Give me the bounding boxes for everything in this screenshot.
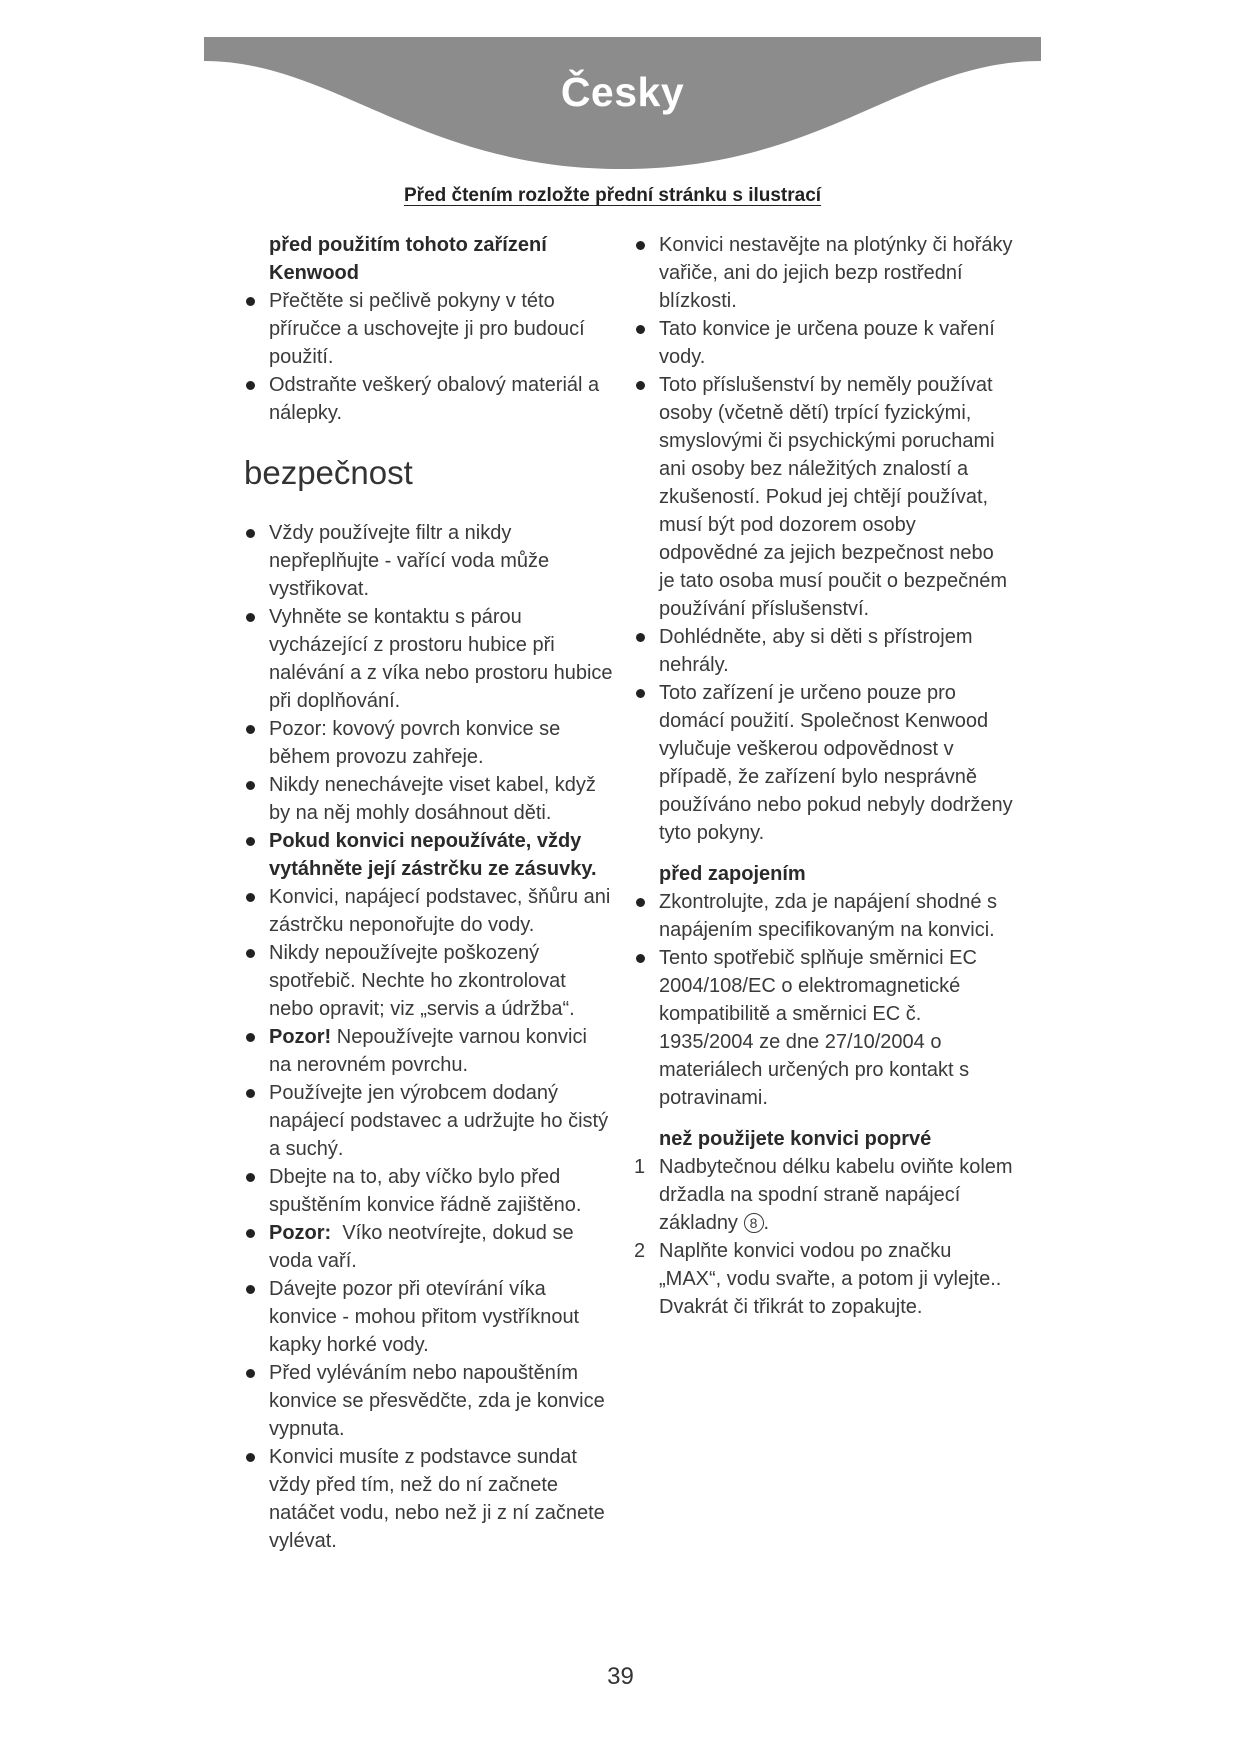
bullet-icon (246, 529, 255, 538)
bullet-icon (246, 297, 255, 306)
safety-list-continued (634, 231, 1014, 847)
list-item: 1 Nadbytečnou délku kabelu oviňte kolem držadla na spodní straně napájecí základny 8 . (634, 1153, 1014, 1237)
bullet-icon (636, 954, 645, 963)
instruction-subtitle: Před čtením rozložte přední stránku s ilustrací (404, 185, 822, 206)
list-item: Tento spotřebič splňuje směrnici EC 2004/108/EC o elektromagnetické kompatibilitě a směrnici EC č. 1935/2004 ze dne 27/10/2004 o materiálech určených pro kontakt s potravinami. (634, 944, 1014, 1112)
intro-heading: před použitím tohoto zařízení Kenwood (269, 234, 547, 284)
bullet-icon (246, 1229, 255, 1238)
list-item: Nikdy nenechávejte viset kabel, když by na něj mohly dosáhnout děti. (244, 771, 614, 827)
list-item: Dbejte na to, aby víčko bylo před spuštěním konvice řádně zajištěno. (244, 1163, 614, 1219)
list-item: 2 Naplňte konvici vodou po značku „MAX“, vodu svařte, a potom ji vylejte.. Dvakrát či třikrát to zopakujte. (634, 1237, 1014, 1321)
bullet-icon (246, 949, 255, 958)
right-column (634, 231, 1014, 1321)
list-item: Před vyléváním nebo napouštěním konvice se přesvědčte, zda je konvice vypnuta. (244, 1359, 614, 1443)
warning-label: Pozor! (269, 1026, 332, 1048)
bullet-icon (246, 1173, 255, 1182)
bullet-icon (246, 781, 255, 790)
bullet-icon (246, 613, 255, 622)
list-item: Přečtěte si pečlivě pokyny v této příručce a uschovejte ji pro budoucí použití. (244, 287, 614, 371)
list-item: Pokud konvici nepoužíváte, vždy vytáhněte její zástrčku ze zásuvky. (244, 827, 614, 883)
list-item: Konvici musíte z podstavce sundat vždy před tím, než do ní začnete natáčet vodu, nebo než ji z ní začnete vylévat. (244, 1443, 614, 1555)
bullet-icon (246, 837, 255, 846)
list-item: Pozor! Nepoužívejte varnou konvici na nerovném povrchu. (244, 1023, 614, 1079)
list-item: Konvici, napájecí podstavec, šňůru ani zástrčku neponořujte do vody. (244, 883, 614, 939)
first-use-heading: než použijete konvici poprvé (659, 1128, 932, 1150)
list-item: Odstraňte veškerý obalový materiál a nálepky. (244, 371, 614, 427)
list-item: Zkontrolujte, zda je napájení shodné s napájením specifikovaným na konvici. (634, 888, 1014, 944)
left-column (244, 231, 614, 1555)
intro-list (244, 287, 614, 427)
bullet-icon (246, 1453, 255, 1462)
list-item: Pozor: Víko neotvírejte, dokud se voda vaří. (244, 1219, 614, 1275)
section-title-safety: bezpečnost (244, 454, 413, 491)
bullet-icon (246, 725, 255, 734)
bullet-icon (246, 1285, 255, 1294)
header-banner (204, 37, 1041, 177)
figure-reference: 8 (744, 1213, 764, 1233)
bullet-icon (636, 898, 645, 907)
step-number: 2 (634, 1240, 646, 1262)
page-title: Česky (560, 69, 685, 115)
connect-heading: před zapojením (659, 863, 806, 885)
list-item: Dohlédněte, aby si děti s přístrojem nehrály. (634, 623, 1014, 679)
bullet-icon (246, 1089, 255, 1098)
bullet-icon (636, 633, 645, 642)
list-item: Používejte jen výrobcem dodaný napájecí podstavec a udržujte ho čistý a suchý. (244, 1079, 614, 1163)
first-use-steps (634, 1153, 1014, 1321)
bullet-icon (246, 1369, 255, 1378)
list-item: Nikdy nepoužívejte poškozený spotřebič. Nechte ho zkontrolovat nebo opravit; viz „servis a údržba“. (244, 939, 614, 1023)
connect-list (634, 888, 1014, 1112)
list-item: Tato konvice je určena pouze k vaření vody. (634, 315, 1014, 371)
bullet-icon (636, 241, 645, 250)
list-item: Pozor: kovový povrch konvice se během provozu zahřeje. (244, 715, 614, 771)
page-number: 39 (607, 1663, 634, 1690)
list-item: Toto zařízení je určeno pouze pro domácí použití. Společnost Kenwood vylučuje veškerou odpovědnost v případě, že zařízení bylo nesprávně používáno nebo pokud nebyly dodrženy tyto pokyny. (634, 679, 1014, 847)
bullet-icon (636, 689, 645, 698)
step-number: 1 (634, 1156, 646, 1178)
warning-label: Pozor: (269, 1222, 332, 1244)
list-item: Vyhněte se kontaktu s párou vycházející z prostoru hubice při nalévání a z víka nebo prostoru hubice při doplňování. (244, 603, 614, 715)
bullet-icon (636, 325, 645, 334)
bullet-icon (246, 381, 255, 390)
bullet-icon (246, 1033, 255, 1042)
list-item: Dávejte pozor při otevírání víka konvice - mohou přitom vystříknout kapky horké vody. (244, 1275, 614, 1359)
safety-list (244, 519, 614, 1555)
list-item: Vždy používejte filtr a nikdy nepřeplňujte - vařící voda může vystřikovat. (244, 519, 614, 603)
bullet-icon (636, 381, 645, 390)
bullet-icon (246, 893, 255, 902)
list-item: Konvici nestavějte na plotýnky či hořáky vařiče, ani do jejich bezp rostřední blízkosti. (634, 231, 1014, 315)
list-item: Toto příslušenství by neměly používat osoby (včetně dětí) trpící fyzickými, smyslovými či psychickými poruchami ani osoby bez náležitých znalostí a zkušeností. Pokud jej chtějí používat, musí být pod dozorem osoby odpovědné za jejich bezpečnost nebo je tato osoba musí poučit o bezpečném používání příslušenství. (634, 371, 1014, 623)
